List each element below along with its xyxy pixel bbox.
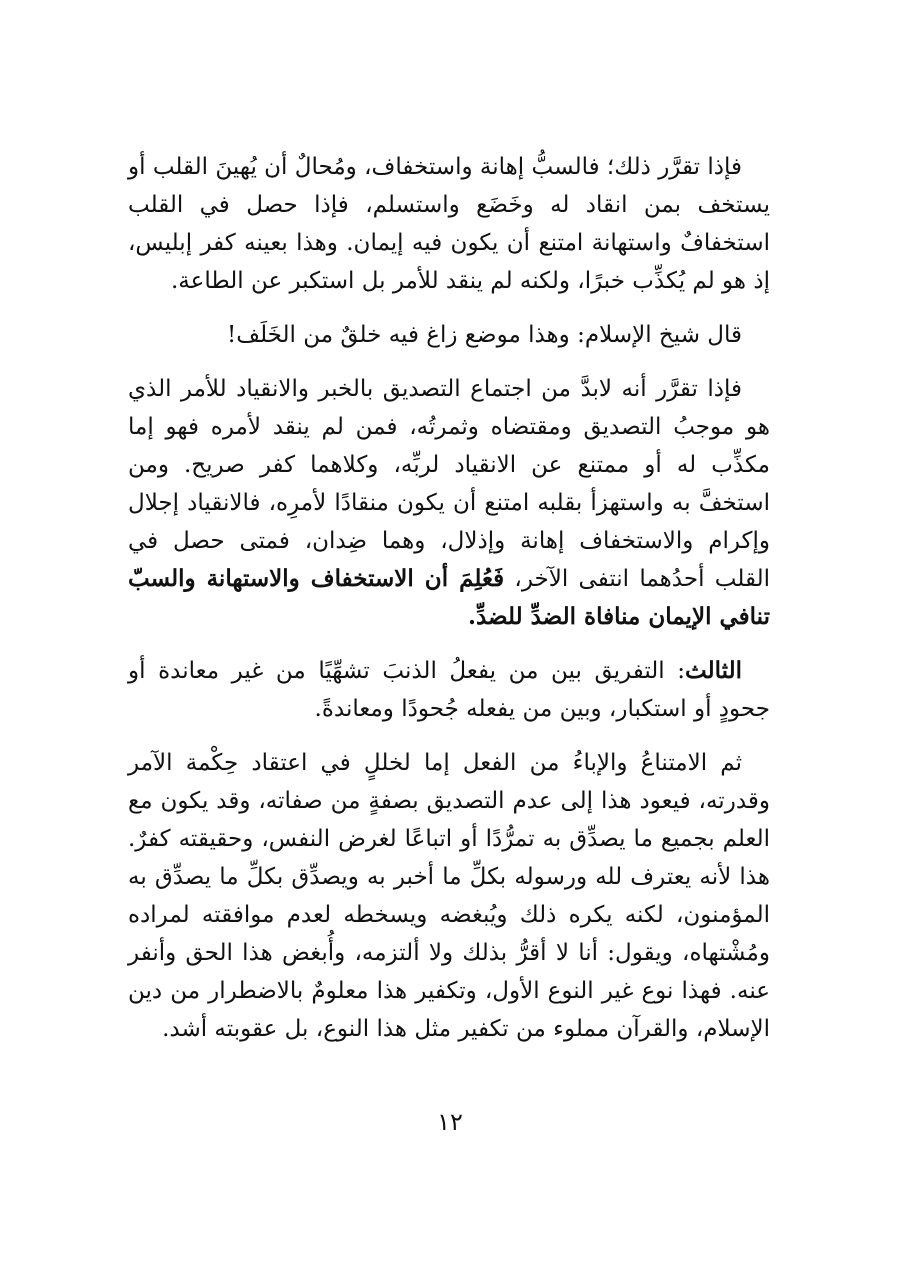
paragraph-3: [128, 370, 770, 636]
paragraph-5: [128, 744, 770, 1048]
paragraph-4-heading: الثالث: [685, 657, 742, 684]
paragraph-4: [128, 652, 770, 728]
paragraph-3-text: فإذا تقرَّر أنه لابدَّ من اجتماع التصديق بالخبر والانقياد للأمر الذي هو موجبُ التصديق ومقتضاه وثمرتُه، فمن لم ينقد لأمره فهو إما مكذِّب له أو ممتنع عن الانقياد لربِّه، وكلاهما كفر صريح. ومن استخفَّ به واستهزأ بقلبه امتنع أن يكون منقادًا لأمرِه، فالانقياد إجلال وإكرام والاستخفاف إهانة وإذلال، وهما ضِدان، فمتى حصل في القلب أحدُهما انتفى الآخر،: [128, 376, 770, 592]
paragraph-3-bold-conclusion: فَعُلِمَ أن الاستخفاف والاستهانة والسبّ تنافي الإيمان منافاة الضدِّ للضدِّ.: [128, 565, 770, 630]
paragraph-4-text: : التفريق بين من يفعلُ الذنبَ تشهِّيًا من غير معاندة أو جحودٍ أو استكبار، وبين من يفعله جُحودًا ومعاندةً.: [128, 658, 770, 722]
paragraph-2: [128, 316, 770, 354]
paragraph-1: [128, 148, 770, 300]
paragraph-2-text: قال شيخ الإسلام: وهذا موضع زاغ فيه خلقٌ من الخَلَف!: [227, 322, 742, 348]
page-number: ١٢: [437, 1108, 463, 1136]
paragraph-5-text: ثم الامتناعُ والإباءُ من الفعل إما لخللٍ في اعتقاد حِكْمة الآمر وقدرته، فيعود هذا إلى عدم التصديق بصفةٍ من صفاته، وقد يكون مع العلم بجميع ما يصدِّق به تمرُّدًا أو اتباعًا لغرض النفس، وحقيقته كفرٌ. هذا لأنه يعترف لله ورسوله بكلِّ ما أخبر به ويصدِّق بكلِّ ما يصدِّق به المؤمنون، لكنه يكره ذلك ويُبغضه ويسخطه لعدم موافقته لمراده ومُشْتهاه، ويقول: أنا لا أقرُّ بذلك ولا ألتزمه، وأُبغض هذا الحق وأنفر عنه. فهذا نوع غير النوع الأول، وتكفير هذا معلومٌ بالاضطرار من دين الإسلام، والقرآن مملوء من تكفير مثل هذا النوع، بل عقوبته أشد.: [128, 750, 770, 1042]
page-body: [128, 148, 770, 1064]
paragraph-1-text: فإذا تقرَّر ذلك؛ فالسبُّ إهانة واستخفاف، ومُحالٌ أن يُهينَ القلب أو يستخف بمن انقاد له وخَضَع واستسلم، فإذا حصل في القلب استخفافٌ واستهانة امتنع أن يكون فيه إيمان. وهذا بعينه كفر إبليس، إذ هو لم يُكذِّب خبرًا، ولكنه لم ينقد للأمر بل استكبر عن الطاعة.: [128, 154, 770, 294]
